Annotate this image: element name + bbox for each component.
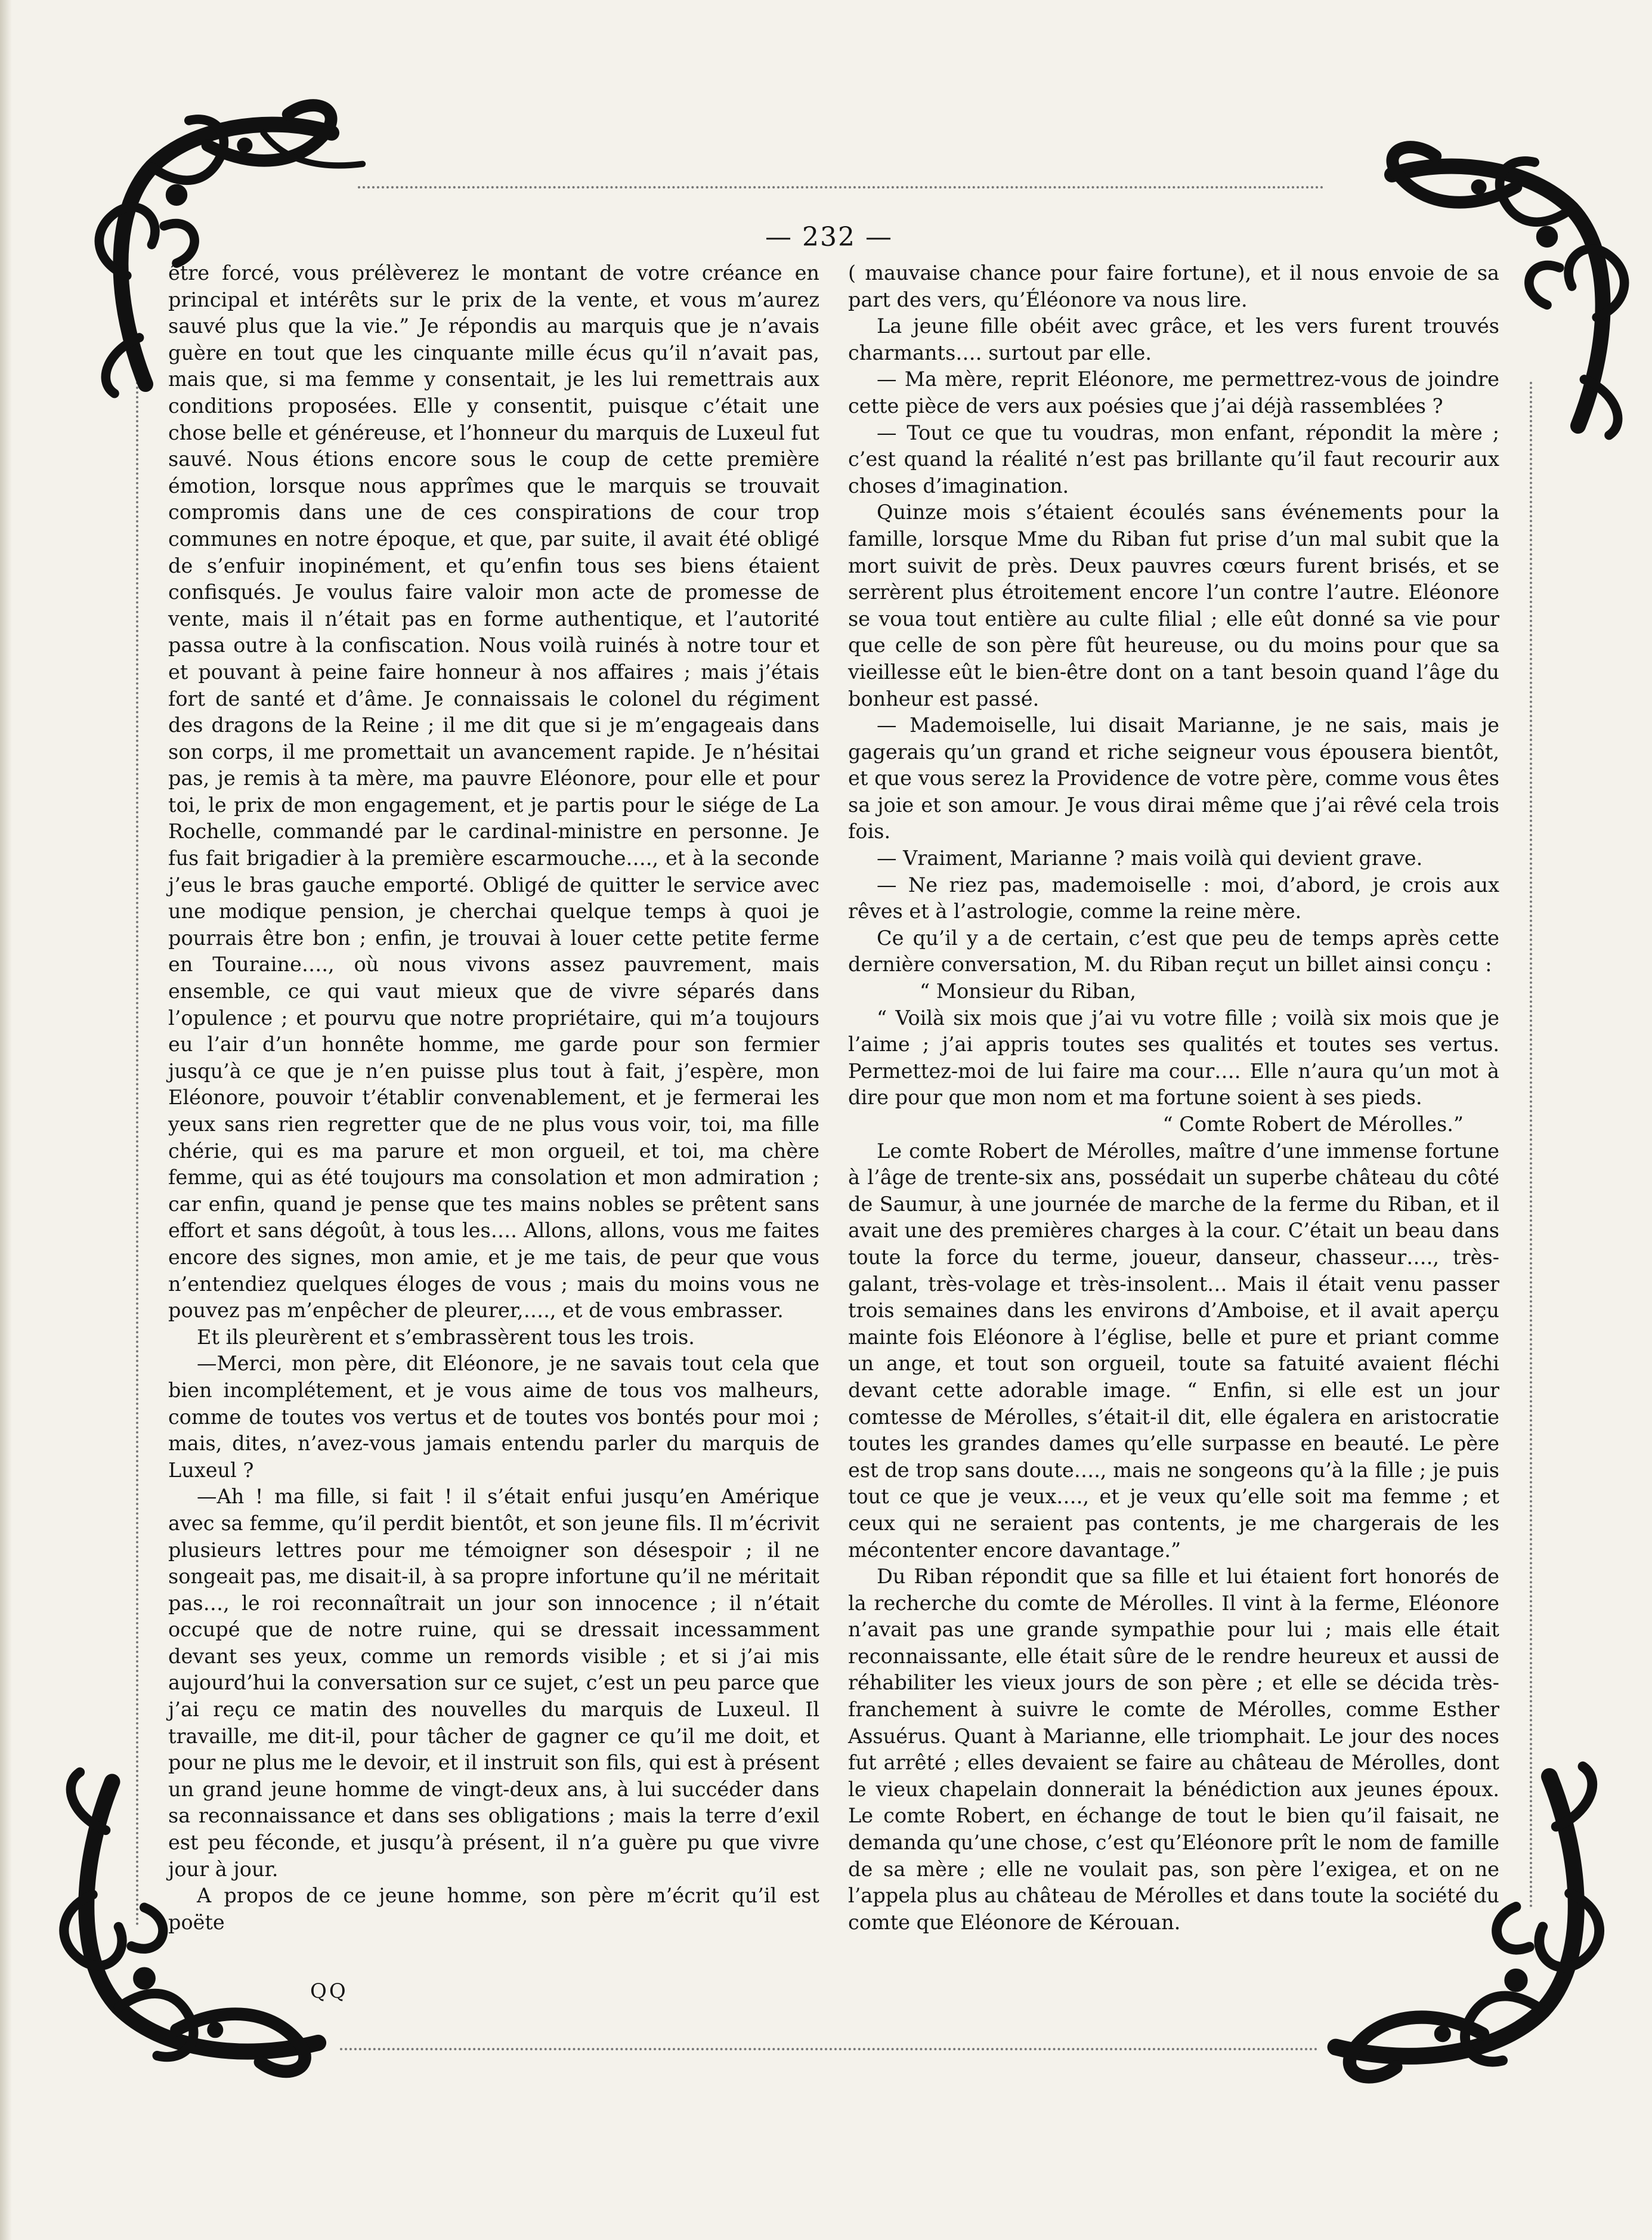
border-right bbox=[1530, 382, 1532, 1909]
text-column-right bbox=[848, 260, 1499, 1936]
text-column-left bbox=[168, 260, 819, 1936]
paragraph: Du Riban répondit que sa fille et lui étaient fort honorés de la recherche du comte de Mérolles. Il vint à la ferme, Eléonore n’avait pas une grande sympathie pour lui ; mais elle était reconnaissante, elle était sûre de le rendre heureux et aussi de réhabiliter les vieux jours de son père ; et elle se décida très-franchement à suivre le comte de Mérolles, comme Esther Assuérus. Quant à Marianne, elle triomphait. Le jour des noces fut arrêté ; elles devaient se faire au château de Mérolles, dont le vieux chapelain donnerait la bénédiction aux jeunes époux. Le comte Robert, en échange de tout le bien qu’il faisait, ne demanda qu’une chose, c’est qu’Eléonore prît le nom de famille de sa mère ; elle ne voulait pas, son père l’exigea, et on ne l’appela plus au château de Mérolles et dans toute la société du comte que Eléonore de Kérouan. bbox=[848, 1565, 1499, 1934]
paragraph: A propos de ce jeune homme, son père m’écrit qu’il est poëte bbox=[168, 1884, 819, 1934]
paragraph: —Ah ! ma fille, si fait ! il s’était enfui jusqu’en Amérique avec sa femme, qu’il perdit bientôt, et son jeune fils. Il m’écrivit plusieurs lettres pour me témoigner son désespoir ; il ne songeait pas, me disait-il, à sa propre infortune qu’il ne méritait pas…, le roi reconnaîtrait un jour son innocence ; il n’était occupé que de notre ruine, qui se dressait incessamment devant ses yeux, comme un remords visible ; et si j’ai mis aujourd’hui la conversation sur ce sujet, c’est un peu parce que j’ai reçu ce matin des nouvelles du marquis de Luxeul. Il travaille, me dit-il, pour tâcher de gagner ce qu’il me doit, et pour ne plus me le devoir, et il instruit son fils, qui est à présent un grand jeune homme de vingt-deux ans, à lui succéder dans sa reconnaissance et dans ses obligations ; mais la terre d’exil est peu féconde, et jusqu’à présent, il n’a guère pu que vivre jour à jour. bbox=[168, 1485, 819, 1881]
border-bottom bbox=[340, 2048, 1318, 2050]
paragraph: ( mauvaise chance pour faire fortune), et il nous envoie de sa part des vers, qu’Éléonore va nous lire. bbox=[848, 261, 1499, 311]
paragraph: La jeune fille obéit avec grâce, et les vers furent trouvés charmants…. surtout par elle. bbox=[848, 314, 1499, 364]
paragraph: — Vraiment, Marianne ? mais voilà qui devient grave. bbox=[877, 846, 1423, 870]
paragraph: — Tout ce que tu voudras, mon enfant, répondit la mère ; c’est quand la réalité n’est pas brillante qu’il faut recourir aux choses d’imagination. bbox=[848, 421, 1499, 498]
page-number: — 232 — bbox=[765, 222, 893, 252]
paragraph: —Merci, mon père, dit Eléonore, je ne savais tout cela que bien incomplétement, et je vous aime de tous vos malheurs, comme de toutes vos vertus et de toutes vos bontés pour moi ; mais, dites, n’avez-vous jamais entendu parler du marquis de Luxeul ? bbox=[168, 1352, 819, 1482]
printer-signature-mark: QQ bbox=[310, 1979, 348, 2003]
letter-salutation: “ Monsieur du Riban, bbox=[920, 980, 1137, 1003]
paragraph: Quinze mois s’étaient écoulés sans événements pour la famille, lorsque Mme du Riban fut prise d’un mal subit que la mort suivit de près. Deux pauvres cœurs furent brisés, et se serrèrent plus étroitement encore l’un contre l’autre. Eléonore se voua tout entière au culte filial ; elle eût donné sa vie pour que celle de son père fût heureuse, ou du moins pour que sa vieillesse eût le bien-être dont on a tant besoin quand l’âge du bonheur est passé. bbox=[848, 500, 1499, 710]
paragraph: Et ils pleurèrent et s’embrassèrent tous les trois. bbox=[197, 1325, 695, 1349]
letter-signature: “ Comte Robert de Mérolles.” bbox=[1162, 1113, 1464, 1136]
paragraph: être forcé, vous prélèverez le montant de votre créance en principal et intérêts sur le prix de la vente, et vous m’aurez sauvé plus que la vie.” Je répondis au marquis que je n’avais guère en tout que les cinquante mille écus qu’il n’avait pas, mais que, si ma femme y consentait, je les lui remettrais aux conditions proposées. Elle y consentit, puisque c’était une chose belle et généreuse, et l’honneur du marquis de Luxeul fut sauvé. Nous étions encore sous le coup de cette première émotion, lorsque nous apprîmes que le marquis se trouvait compromis dans une de ces conspirations de cour trop communes en notre époque, et que, par suite, il avait été obligé de s’enfuir inopinément, et qu’enfin tous ses biens étaient confisqués. Je voulus faire valoir mon acte de promesse de vente, mais il n’était pas en forme authentique, et l’autorité passa outre à la confiscation. Nous voilà ruinés à notre tour et et pouvant à peine faire honneur à nos affaires ; mais j’étais fort de santé et d’âme. Je connaissais le colonel du régiment des dragons de la Reine ; il me dit que si je m’engageais dans son corps, il me promettait un avancement rapide. Je n’hésitai pas, je remis à ta mère, ma pauvre Eléonore, pour elle et pour toi, le prix de mon engagement, et je partis pour le siége de La Rochelle, commandé par le cardinal-ministre en personne. Je fus fait brigadier à la première escarmouche…., et à la seconde j’eus le bras gauche emporté. Obligé de quitter le service avec une modique pension, je cherchai quelque temps à quoi je pourrais être bon ; enfin, je trouvai à louer cette petite ferme en Touraine…., où nous vivons assez pauvrement, mais ensemble, ce qui vaut mieux que de vivre séparés dans l’opulence ; et pourvu que notre propriétaire, qui m’a toujours eu l’air d’un honnête homme, me garde pour son fermier jusqu’à ce que je n’en puisse plus tout à fait, j’espère, mon Eléonore, pouvoir t’établir convenablement, et je fermerai les yeux sans rien regretter que de ne plus vous voir, toi, ma fille chérie, qui es ma parure et mon orgueil, et toi, ma chère femme, qui as été toujours ma consolation et mon admiration ; car enfin, quand je pense que tes mains nobles se prêtent sans effort et sans dégoût, à tous les…. Allons, allons, vous me faites encore des signes, mon amie, et je me tais, de peur que vous n’entendiez quelques éloges de vous ; mais du moins vous ne pouvez pas m’enpêcher de pleurer,…., et de vous embrasser. bbox=[168, 261, 819, 1323]
paragraph: — Ne riez pas, mademoiselle : moi, d’abord, je crois aux rêves et à l’astrologie, comme la reine mère. bbox=[848, 873, 1499, 923]
border-top bbox=[358, 186, 1324, 189]
page-edge-shadow bbox=[0, 0, 12, 2240]
paragraph: — Ma mère, reprit Eléonore, me permettrez-vous de joindre cette pièce de vers aux poésies que j’ai déjà rassemblées ? bbox=[848, 367, 1499, 418]
paragraph: Le comte Robert de Mérolles, maître d’une immense fortune à l’âge de trente-six ans, possédait un superbe château du côté de Saumur, à une journée de marche de la ferme du Riban, et il avait une des premières charges à la cour. C’était un beau dans toute la force du terme, joueur, danseur, chasseur…., très-galant, très-volage et très-insolent… Mais il était venu passer trois semaines dans les environs d’Amboise, et il avait aperçu mainte fois Eléonore à l’église, belle et pure et priant comme un ange, et tout son orgueil, toute sa fatuité avaient fléchi devant cette adorable image. “ Enfin, si elle est un jour comtesse de Mérolles, s’était-il dit, elle égalera en aristocratie toutes les grandes dames qu’elle surpasse en beauté. Le père est de trop sans doute…., mais ne songeons qu’à la fille ; je puis tout ce que je veux…., et je veux qu’elle soit ma femme ; et ceux qui ne seraient pas contents, je me chargerais de les mécontenter encore davantage.” bbox=[848, 1139, 1499, 1562]
letter-body: “ Voilà six mois que j’ai vu votre fille ; voilà six mois que je l’aime ; j’ai appris toutes ses qualités et toutes ses vertus. Permettez-moi de lui faire ma cour…. Elle n’aura qu’un mot à dire pour que mon nom et ma fortune soient à ses pieds. bbox=[848, 1006, 1499, 1110]
paragraph: — Mademoiselle, lui disait Marianne, je ne sais, mais je gagerais qu’un grand et riche seigneur vous épousera bientôt, et que vous serez la Providence de votre père, comme vous êtes sa joie et son amour. Je vous dirai même que j’ai rêvé cela trois fois. bbox=[848, 713, 1499, 844]
paragraph: Ce qu’il y a de certain, c’est que peu de temps après cette dernière conversation, M. du Riban reçut un billet ainsi conçu : bbox=[848, 926, 1499, 977]
border-left bbox=[136, 382, 138, 1927]
